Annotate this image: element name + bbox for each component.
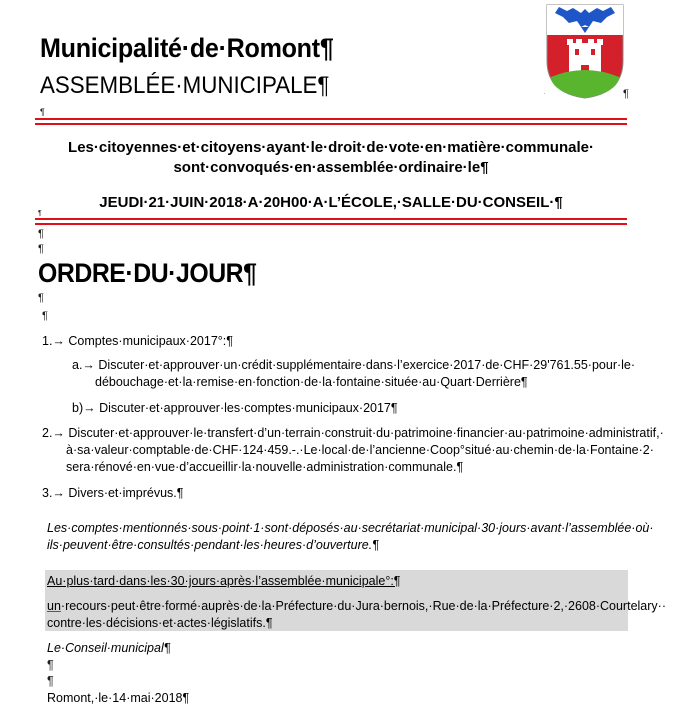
appeal-heading: Au·plus·tard·dans·les·30·jours·après·l’assemblée·municipale°:¶	[47, 574, 401, 588]
accounts-note: Les·comptes·mentionnés·sous·point·1·sont·déposés·au·secrétariat·municipal·30·jours·avant·l’assemblée·où·	[47, 521, 654, 535]
agenda-item-1a-cont: débouchage·et·la·remise·en·fonction·de·la·fontaine·située·au·Quart·Derrière¶	[95, 375, 528, 389]
appeal-text-first-word: un	[47, 599, 61, 613]
spacer-pilcrow: ¶	[47, 674, 54, 688]
appeal-text	[47, 598, 666, 615]
convocation-line-2: sont·convoqués·en·assemblée·ordinaire·le¶	[173, 159, 489, 176]
appeal-text-rest: ·recours·peut·être·formé·auprès·de·la·Préfecture·du·Jura·bernois,·Rue·de·la·Préfecture·2,·2608·Courtelary··	[60, 599, 666, 613]
spacer-pilcrow: ¶	[38, 210, 42, 217]
agenda-item-1b: b)→ Discuter·et·approuver·les·comptes·municipaux·2017¶	[72, 401, 398, 415]
agenda-item-2: 2.→ Discuter·et·approuver·le·transfert·d’un·terrain·construit·du·patrimoine·financier·au·patrimoine·administratif,·	[42, 426, 664, 440]
spacer-pilcrow: ¶	[47, 658, 54, 672]
assembly-title: ASSEMBLÉE·MUNICIPALE¶	[40, 72, 330, 99]
spacer-pilcrow: ¶	[38, 292, 44, 304]
place-and-date: Romont,·le·14·mai·2018¶	[47, 691, 190, 705]
romont-coat-of-arms	[545, 3, 625, 99]
appeal-text-cont: contre·les·décisions·et·actes·législatifs.¶	[47, 616, 273, 630]
assembly-date: JEUDI·21·JUIN·2018·A·20H00·A·L’ÉCOLE,·SALLE·DU·CONSEIL·¶	[99, 194, 563, 211]
convocation-line-1: Les·citoyennes·et·citoyens·ayant·le·droit·de·vote·en·matière·communale·	[68, 139, 594, 156]
header-pilcrow: ¶	[40, 107, 45, 117]
agenda-item-2-cont: sera·rénové·en·vue·d’accueillir·la·nouvelle·administration·communale.¶	[66, 460, 464, 474]
crest-pilcrow: ¶	[623, 88, 629, 100]
agenda-item-2-cont: à·sa·valeur·comptable·de·CHF·124·459.-.·Le·local·de·l’ancienne·Coop°situé·au·chemin·de·la·Fontaine·2·	[66, 443, 654, 457]
spacer-pilcrow: ¶	[38, 228, 44, 240]
spacer-pilcrow: ¶	[42, 310, 48, 322]
convocation-text	[35, 138, 627, 178]
crest-anchor: .	[544, 90, 546, 96]
accounts-note-cont: ils·peuvent·être·consultés·pendant·les·heures·d’ouverture.¶	[47, 538, 379, 552]
red-double-rule-top	[35, 117, 627, 127]
agenda-item-1: 1.→ Comptes·municipaux·2017°:¶	[42, 334, 233, 348]
red-double-rule-bottom	[35, 217, 627, 227]
signature: Le·Conseil·municipal¶	[47, 641, 171, 655]
agenda-item-1a: a.→ Discuter·et·approuver·un·crédit·supplémentaire·dans·l’exercice·2017·de·CHF·29'761.55·pour·le·	[72, 358, 636, 372]
agenda-item-3: 3.→ Divers·et·imprévus.¶	[42, 486, 184, 500]
agenda-title: ORDRE·DU·JOUR¶	[38, 258, 257, 288]
spacer-pilcrow: ¶	[38, 243, 44, 255]
municipality-title: Municipalité·de·Romont¶	[40, 33, 334, 63]
